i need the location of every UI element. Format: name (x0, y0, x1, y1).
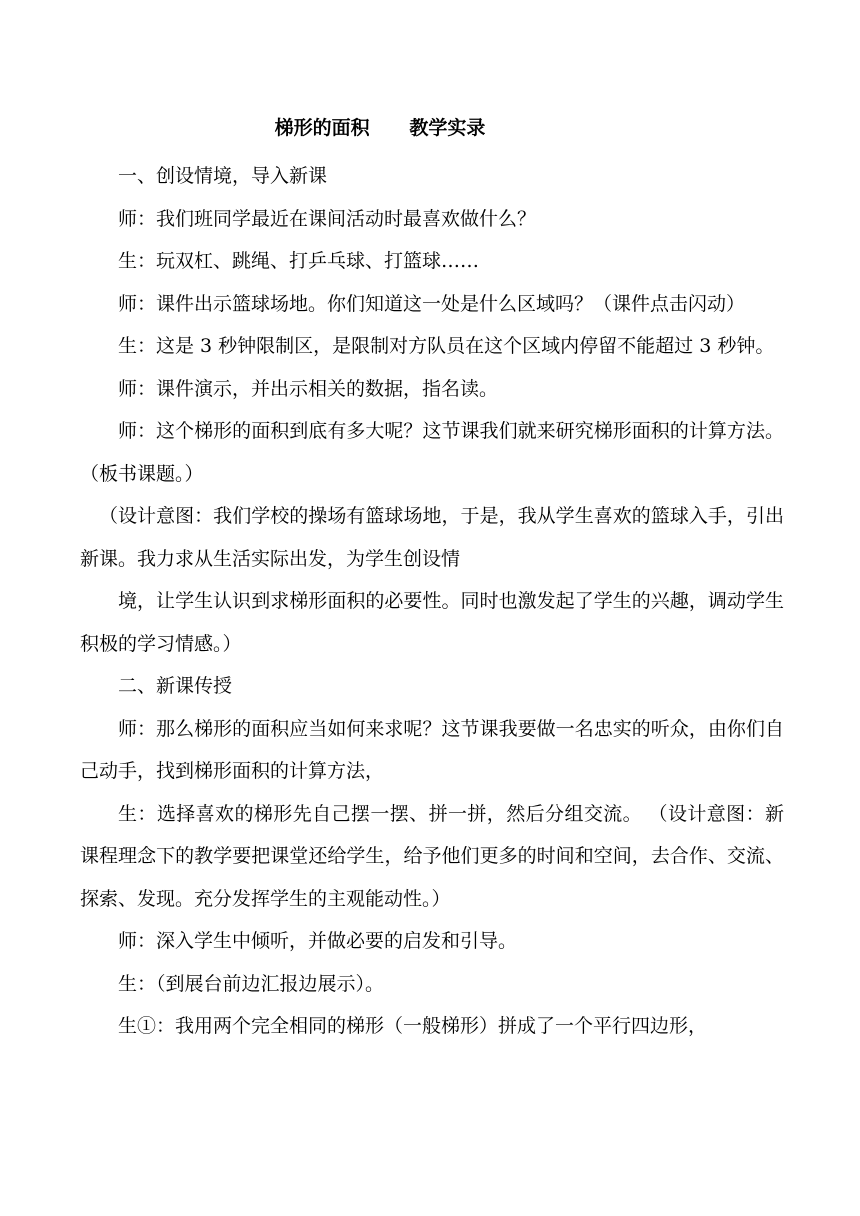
paragraph: 生：这是 3 秒钟限制区，是限制对方队员在这个区域内停留不能超过 3 秒钟。 (118, 335, 775, 357)
paragraph: 师：深入学生中倾听，并做必要的启发和引导。 (118, 930, 518, 952)
design-intent-paragraph: （设计意图：我们学校的操场有篮球场地，于是，我从学生喜欢的篮球入手，引出新课。我力求从生活实际出发，为学生创设情 (80, 505, 784, 570)
paragraph: 生：选择喜欢的梯形先自己摆一摆、拼一拼，然后分组交流。 （设计意图：新课程理念下的教学要把课堂还给学生，给予他们更多的时间和空间，去合作、交流、探索、发现。充分发挥学生的主观能动性。） (80, 802, 784, 910)
document-body (80, 155, 784, 1048)
paragraph: 境，让学生认识到求梯形面积的必要性。同时也激发起了学生的兴趣，调动学生积极的学习情感。） (80, 590, 784, 655)
paragraph: 师：课件演示，并出示相关的数据，指名读。 (118, 377, 499, 400)
section-heading-1: 一、创设情境，导入新课 (118, 165, 328, 187)
paragraph: 生①：我用两个完全相同的梯形（一般梯形）拼成了一个平行四边形， (118, 1015, 708, 1037)
paragraph: 师：我们班同学最近在课间活动时最喜欢做什么？ (118, 207, 537, 230)
paragraph: 生：玩双杠、跳绳、打乒乓球、打篮球…… (118, 250, 480, 272)
paragraph: 师：那么梯形的面积应当如何来求呢？这节课我要做一名忠实的听众，由你们自己动手，找到梯形面积的计算方法， (80, 717, 784, 782)
document-title: 梯形的面积 教学实录 (274, 117, 486, 139)
section-heading-2: 二、新课传授 (118, 675, 233, 697)
paragraph: 生：（到展台前边汇报边展示）。 (118, 972, 385, 995)
paragraph: 师：这个梯形的面积到底有多大呢？这节课我们就来研究梯形面积的计算方法。（板书课题。） (80, 420, 784, 485)
paragraph: 师：课件出示篮球场地。你们知道这一处是什么区域吗？（课件点击闪动） (118, 292, 746, 315)
